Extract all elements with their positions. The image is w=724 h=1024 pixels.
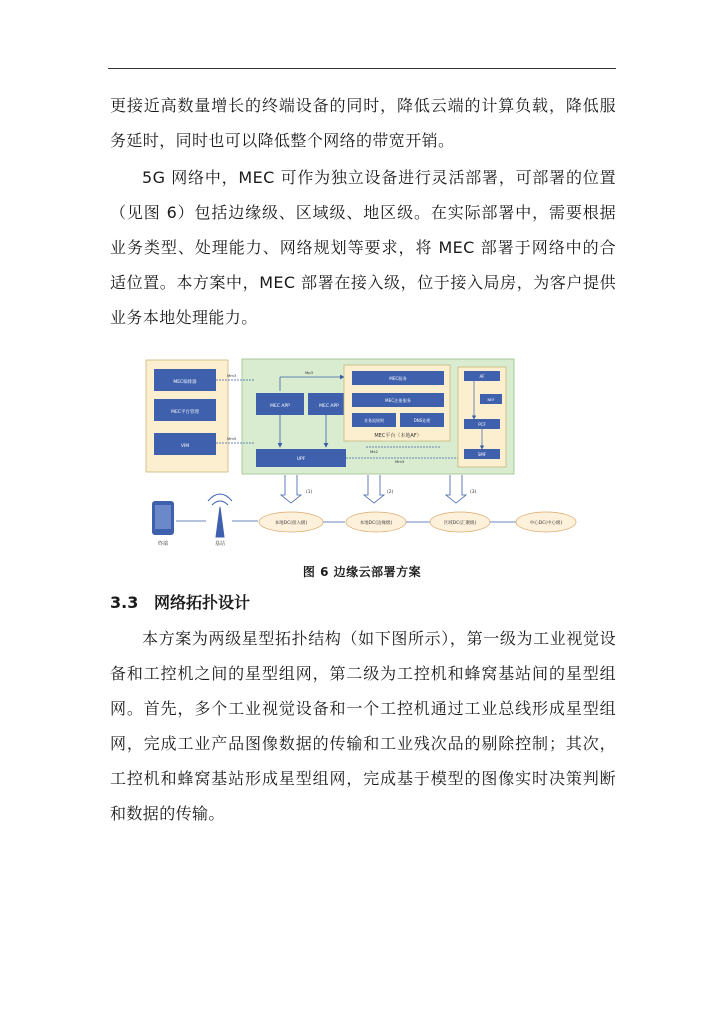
- link-label-2: (2): [387, 490, 394, 495]
- cloud-central-label: 中心DC(中心级): [529, 521, 563, 526]
- vim-label: VIM: [180, 444, 190, 449]
- mm5-label-b: Mm5: [395, 459, 405, 464]
- link-label-3: (3): [470, 490, 477, 495]
- af-label: AF: [479, 374, 485, 379]
- mec-app-label-2: MEC APP: [319, 404, 339, 409]
- traffic-rules-label: 业务流规则: [364, 418, 384, 423]
- mec-platform-mgmt-label: MEC平台管理: [171, 410, 199, 415]
- dns-label: DNS处理: [413, 418, 431, 423]
- section-number: 3.3: [110, 593, 139, 612]
- cloud-regional-label: 区域DC(汇聚级): [443, 521, 477, 526]
- header-rule: [108, 68, 616, 69]
- base-station-label: 基站: [214, 541, 226, 547]
- mx2-label: Mx2: [370, 449, 378, 454]
- paragraph-3: 本方案为两级星型拓扑结构（如下图所示），第一级为工业视觉设备和工控机之间的星型组网，第二级为工控机和蜂窝基站间的星型组网。首先，多个工业视觉设备和一个工控机通过工业总线形成星型组网，完成工业产品图像数据的传输和工业残次品的剔除控制；其次，工控机和蜂窝基站形成星型组网，完成基于模型的图像实时决策判断和数据的传输。: [110, 629, 616, 823]
- paragraph-2: 5G 网络中，MEC 可作为独立设备进行灵活部署，可部署的位置（见图 6）包括边缘级、区域级、地区级。在实际部署中，需要根据业务类型、处理能力、网络规划等要求，将 MEC 部署于网络中的合适位置。本方案中，MEC 部署在接入级，位于接入局房，为客户提供业务本地处理能力。: [110, 168, 616, 327]
- terminal-label: 终端: [157, 541, 169, 547]
- mec-registry-label: MEC注册服务: [385, 398, 411, 403]
- upf-label: UPF: [296, 457, 306, 462]
- smf-label: SMF: [477, 452, 487, 457]
- paragraph-1: 更接近高数量增长的终端设备的同时，降低云端的计算负载，降低服务延时，同时也可以降低整个网络的带宽开销。: [110, 96, 616, 150]
- nef-label: NEF: [487, 398, 495, 402]
- mm3-label: Mm3: [227, 373, 237, 378]
- mec-app-label-1: MEC APP: [270, 404, 290, 409]
- mm5-label-a: Mm5: [227, 436, 237, 441]
- mec-orchestrator-label: MEC编排器: [173, 380, 197, 385]
- cloud-edge-label: 本地DC(边缘级): [359, 521, 393, 526]
- link-label-1: (1): [306, 490, 313, 495]
- section-title: 网络拓扑设计: [154, 593, 251, 612]
- mp3-label: Mp3: [305, 370, 314, 375]
- cloud-access-label: 本地DC(接入级): [274, 521, 308, 526]
- mec-platform-title: MEC平台（本地AF）: [374, 433, 422, 439]
- base-station-icon: [208, 494, 232, 537]
- pcf-label: PCF: [478, 422, 486, 427]
- figure-caption: 图 6 边缘云部署方案: [302, 565, 422, 579]
- section-heading: [110, 590, 250, 613]
- edge-cloud-diagram: [140, 355, 584, 555]
- link-arrows: [281, 475, 466, 503]
- mec-service-label: MEC服务: [389, 376, 407, 381]
